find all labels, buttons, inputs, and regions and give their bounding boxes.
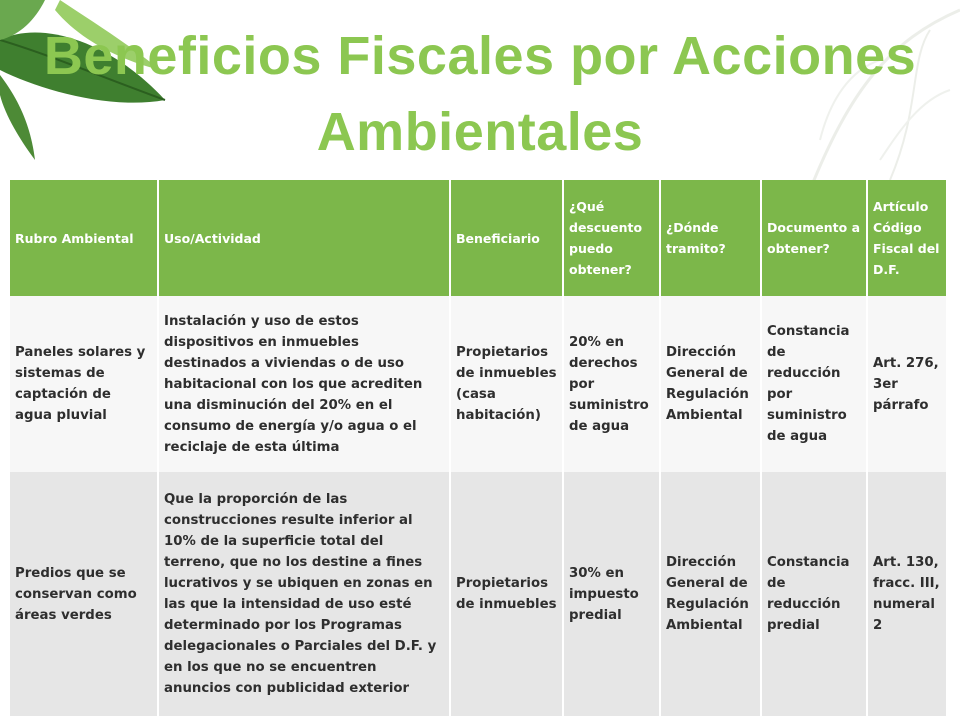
cell-rubro: Predios que se conservan como áreas verdes: [10, 472, 158, 716]
header-descuento: ¿Qué descuento puedo obtener?: [563, 180, 660, 296]
cell-beneficiario: Propietarios de inmuebles: [450, 472, 563, 716]
page-title: Beneficios Fiscales por Acciones Ambientales: [43, 26, 917, 162]
header-tramite: ¿Dónde tramito?: [660, 180, 761, 296]
cell-articulo: Art. 130, fracc. III, numeral 2: [867, 472, 946, 716]
cell-descuento: 30% en impuesto predial: [563, 472, 660, 716]
benefits-table: [10, 180, 946, 716]
cell-uso: Que la proporción de las construcciones resulte inferior al 10% de la superficie total del terreno, que no los destine a fines lucrativos y se ubiquen en zonas en las que la intensidad de uso esté determinado por los Programas delegacionales o Parciales del D.F. y en los que no se encuentren anuncios con publicidad exterior: [158, 472, 450, 716]
table-header-row: [10, 180, 946, 296]
cell-uso: Instalación y uso de estos dispositivos en inmuebles destinados a viviendas o de uso habitacional con los que acrediten una disminución del 20% en el consumo de energía y/o agua o el reciclaje de esta última: [158, 296, 450, 472]
cell-tramite: Dirección General de Regulación Ambiental: [660, 296, 761, 472]
cell-descuento: 20% en derechos por suministro de agua: [563, 296, 660, 472]
cell-articulo: Art. 276, 3er párrafo: [867, 296, 946, 472]
cell-beneficiario: Propietarios de inmuebles (casa habitación): [450, 296, 563, 472]
cell-tramite: Dirección General de Regulación Ambiental: [660, 472, 761, 716]
header-articulo: Artículo Código Fiscal del D.F.: [867, 180, 946, 296]
header-rubro: Rubro Ambiental: [10, 180, 158, 296]
cell-documento: Constancia de reducción predial: [761, 472, 867, 716]
header-uso: Uso/Actividad: [158, 180, 450, 296]
table-row: [10, 472, 946, 716]
cell-rubro: Paneles solares y sistemas de captación de agua pluvial: [10, 296, 158, 472]
header-documento: Documento a obtener?: [761, 180, 867, 296]
header-beneficiario: Beneficiario: [450, 180, 563, 296]
table-row: [10, 296, 946, 472]
cell-documento: Constancia de reducción por suministro de agua: [761, 296, 867, 472]
